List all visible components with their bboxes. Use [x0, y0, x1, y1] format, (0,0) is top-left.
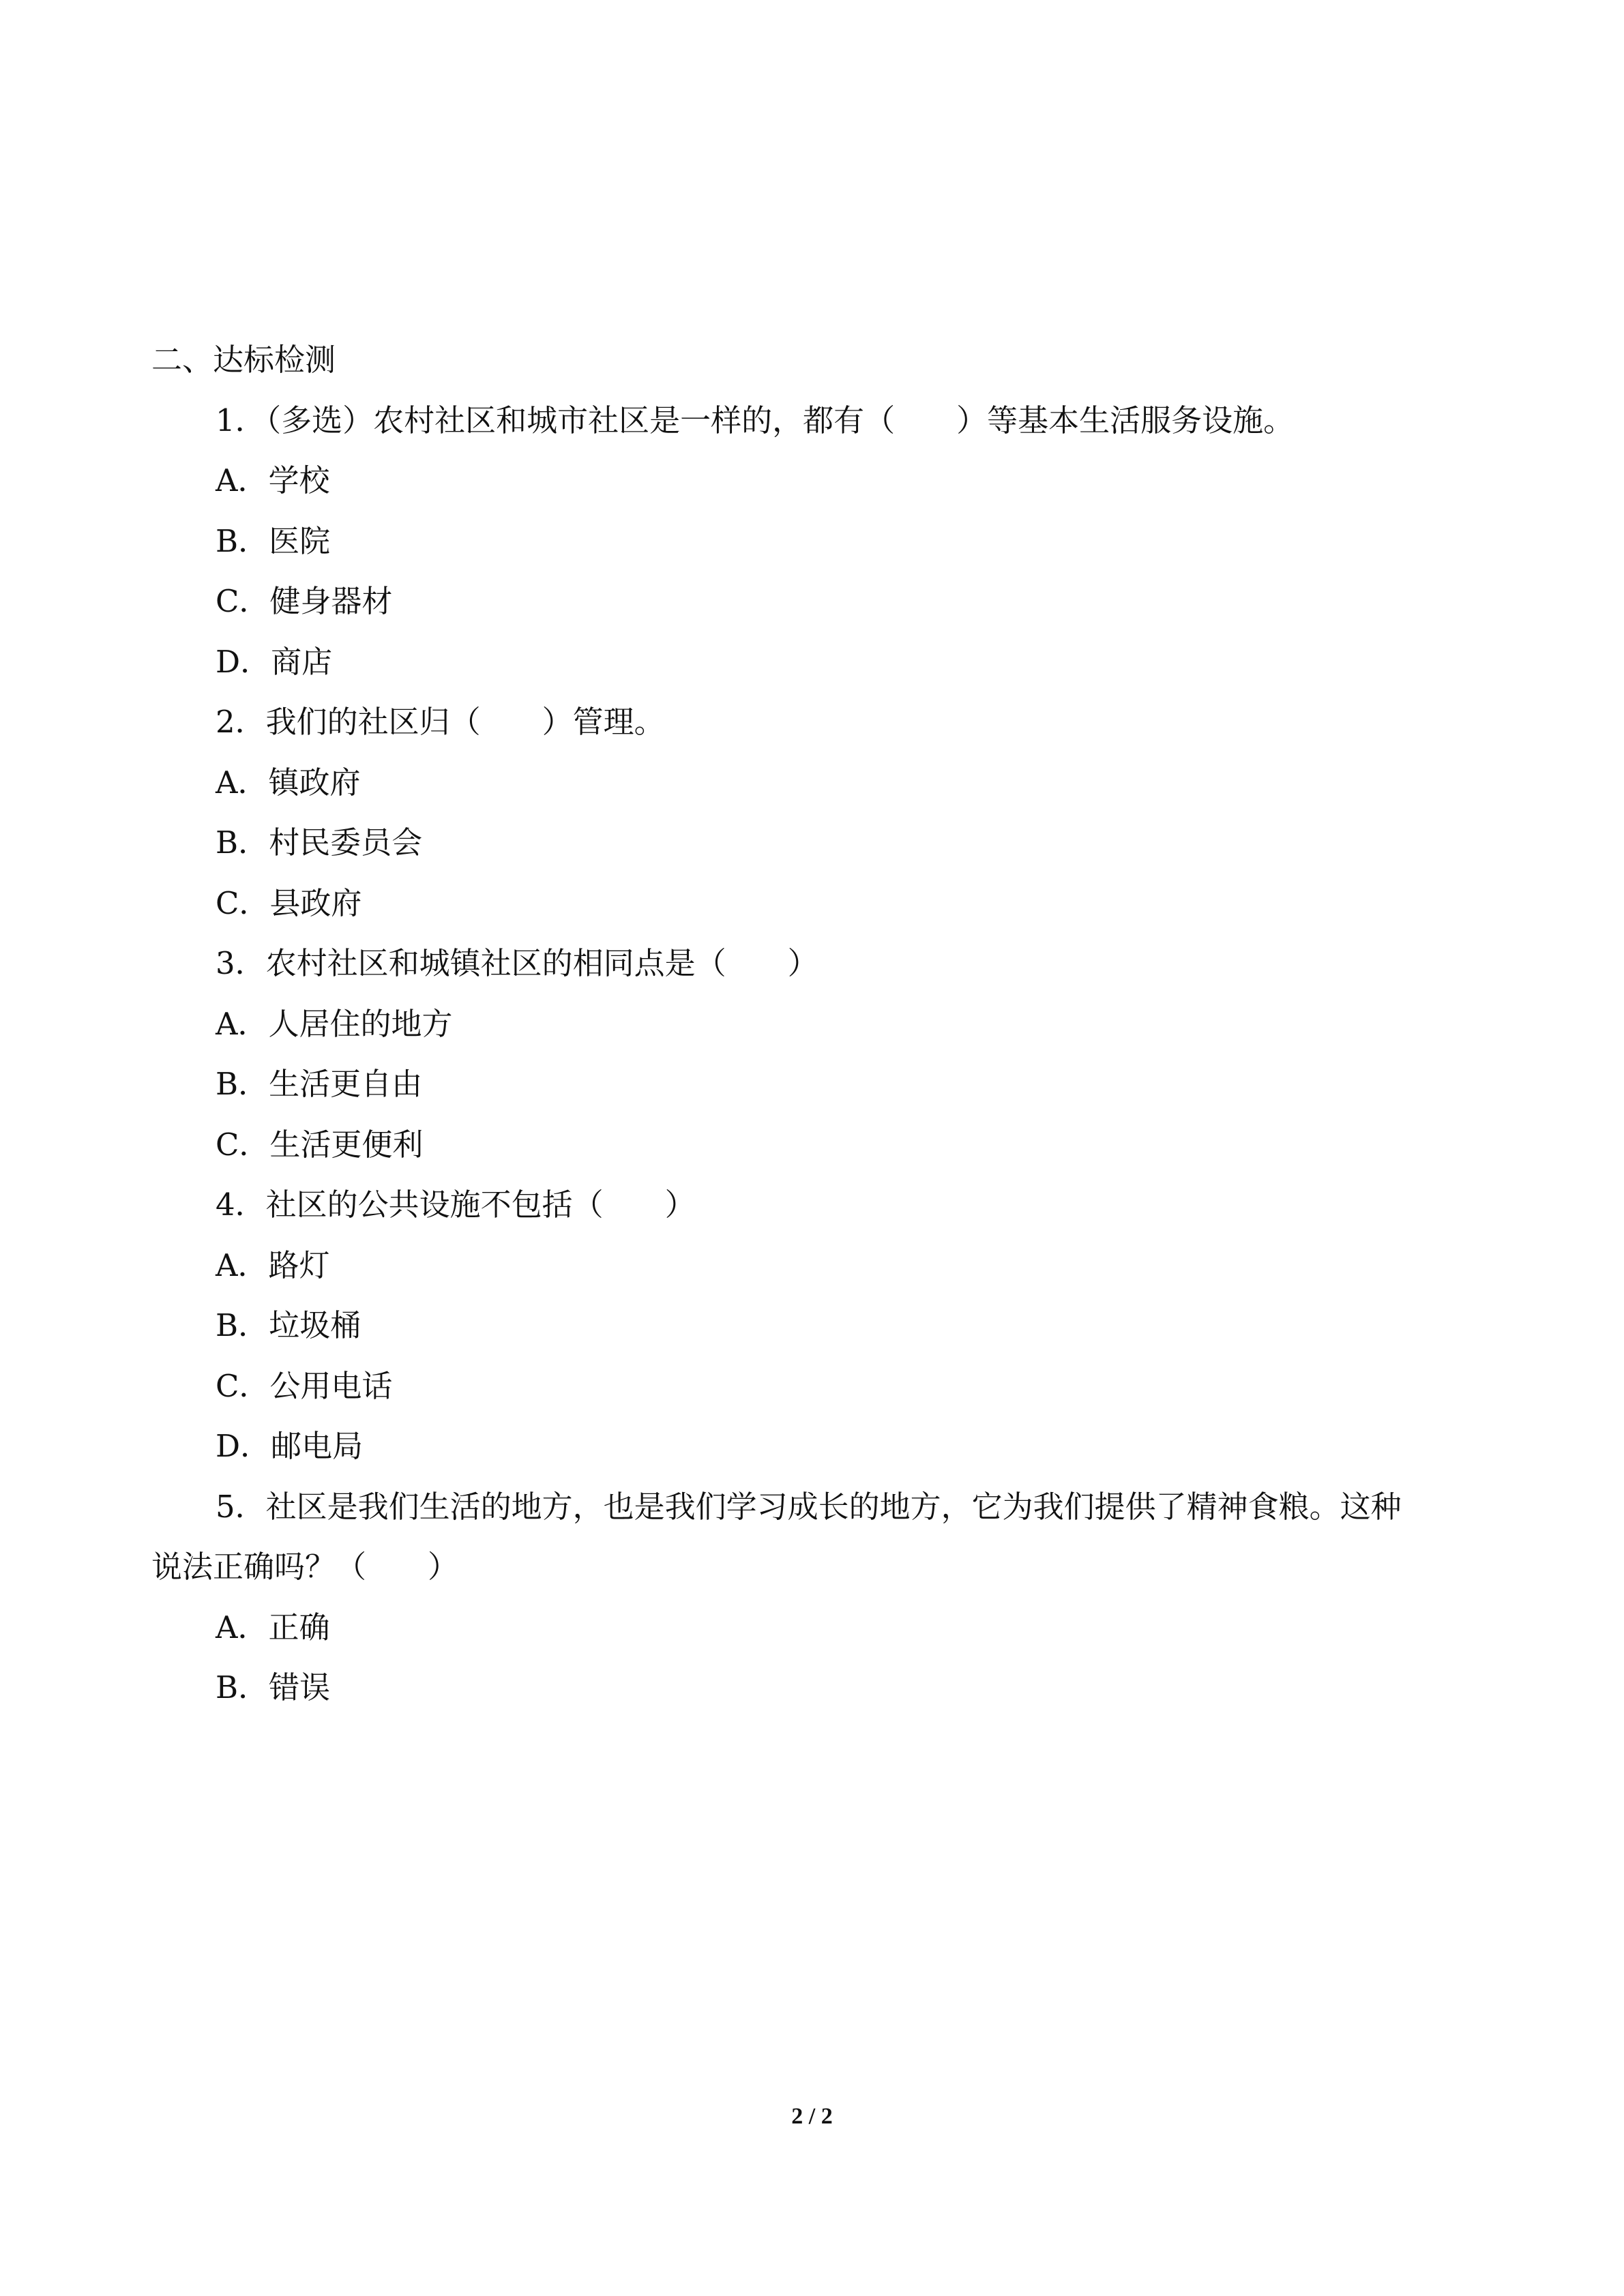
option-item: A．人居住的地方 — [216, 1005, 453, 1042]
question-number: 3． — [216, 945, 266, 981]
option-item: B．村民委员会 — [216, 824, 423, 861]
option-item: C．生活更便利 — [216, 1126, 424, 1163]
question-text: （多选）农村社区和城市社区是一样的，都有（ — [265, 402, 896, 438]
option-item: B．生活更自由 — [216, 1066, 423, 1102]
question-text-end: ）等基本生活服务设施。 — [956, 402, 1295, 438]
question-text: 社区的公共设施不包括（ — [265, 1187, 604, 1223]
page-number: 2 / 2 — [791, 2104, 833, 2129]
question-1 — [151, 391, 1488, 451]
option-item: B．错误 — [216, 1669, 331, 1705]
option-item: A．学校 — [216, 462, 330, 498]
question-text: 社区是我们生活的地方，也是我们学习成长的地方，它为我们提供了精神食粮。这种 — [265, 1488, 1402, 1525]
question-number: 2． — [216, 704, 266, 740]
question-text: 说法正确吗？（ — [151, 1549, 367, 1585]
option-item: C．县政府 — [216, 884, 362, 921]
question-text-end: ） — [787, 945, 818, 981]
question-text-end: ） — [428, 1549, 459, 1585]
question-text: 我们的社区归（ — [265, 704, 481, 740]
option-item: C．公用电话 — [216, 1367, 393, 1404]
option-item: B．医院 — [216, 522, 331, 559]
option-item: D．商店 — [216, 643, 333, 680]
option-item: B．垃圾桶 — [216, 1307, 361, 1343]
worksheet-content — [151, 330, 1488, 1718]
question-text-end: ）管理。 — [542, 704, 665, 740]
question-number: 5． — [216, 1488, 266, 1525]
option-item: A．镇政府 — [216, 764, 361, 801]
question-text-end: ） — [664, 1187, 696, 1223]
question-text: 农村社区和城镇社区的相同点是（ — [265, 945, 726, 981]
question-number: 1． — [216, 402, 266, 438]
section-heading: 二、达标检测 — [151, 342, 336, 378]
option-item: A．正确 — [216, 1609, 330, 1645]
question-4 — [151, 1175, 1488, 1236]
option-item: C．健身器材 — [216, 583, 393, 619]
question-5-continuation — [151, 1537, 1488, 1598]
question-2 — [151, 692, 1488, 753]
question-5 — [151, 1477, 1488, 1538]
option-item: A．路灯 — [216, 1247, 330, 1283]
option-item: D．邮电局 — [216, 1428, 364, 1464]
question-3 — [151, 934, 1488, 994]
question-number: 4． — [216, 1187, 266, 1223]
